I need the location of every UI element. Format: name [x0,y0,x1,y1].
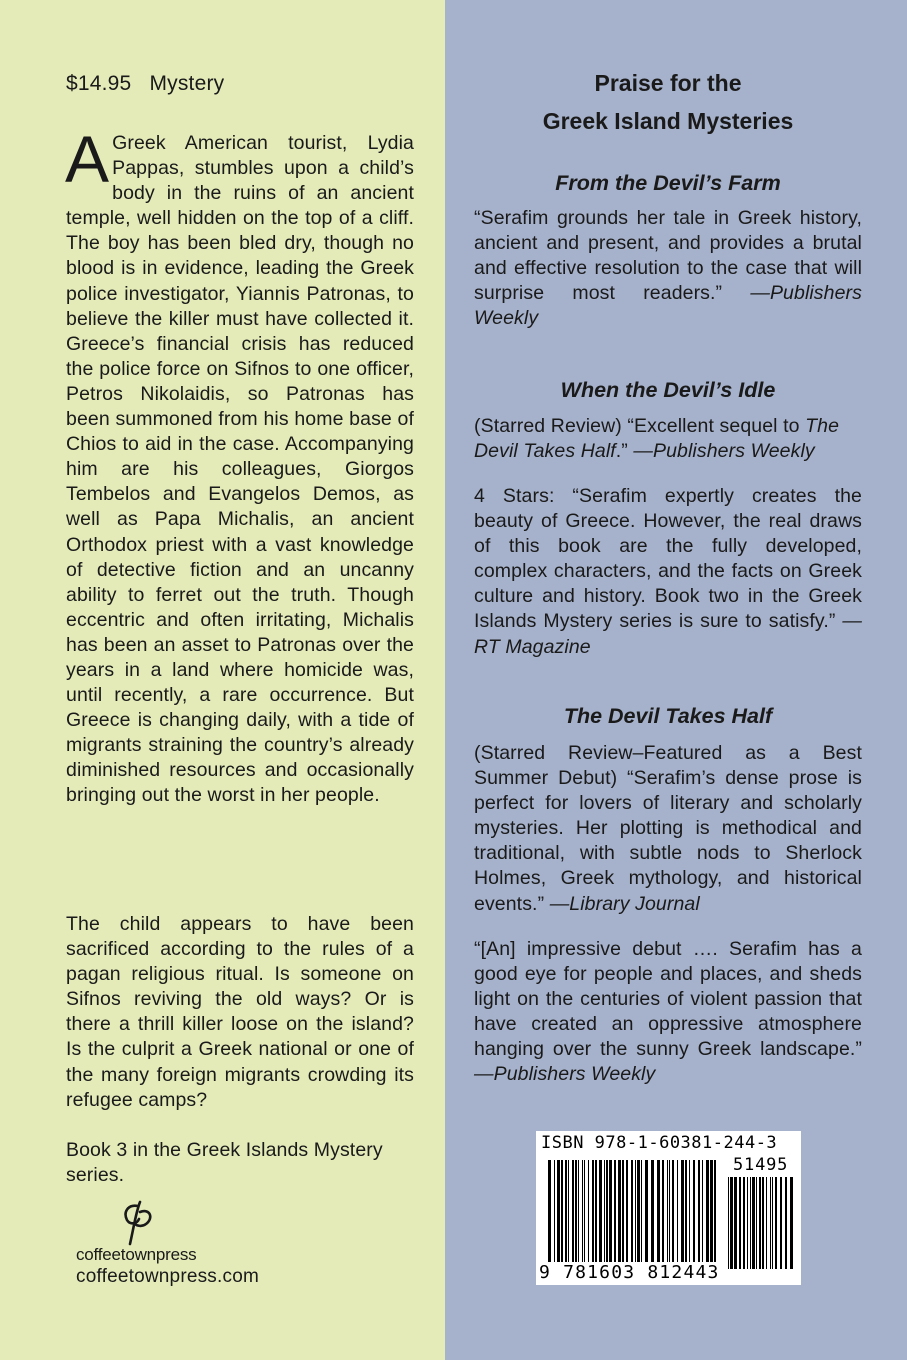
barcode-bar [662,1160,664,1270]
synopsis-text-1: Greek American tourist, Lydia Pappas, stumbles upon a child’s body in the ruins of an ancient temple, well hidden on the top of a cliff. The boy has been bled dry, though no blood is in evidence, leading the Greek police investigator, Yiannis Patronas, to believe the killer must have collected it. Greece’s financial crisis has reduced the police force on Sifnos to one officer, Petros Nikolaidis, so Patronas has been summoned from his home base of Chios to aid in the case. Accompanying him are his colleagues, Giorgos Tembelos and Evangelos Demos, as well as Papa Michalis, an ancient Orthodox priest with a vast knowledge of detective fiction and an uncanny ability to ferret out the truth. Though eccentric and often irritating, Michalis has been an asset to Patronas over the years in a land where homicide was, until recently, a rare occurrence. But Greece is changing daily, with a tide of migrants straining the country’s already diminished resources and occasionally bringing out the worst in her people. [66,132,414,807]
barcode-bar [561,1160,563,1270]
barcode-bar [637,1160,640,1270]
drop-cap: A [65,122,110,196]
barcode-bar [693,1160,695,1270]
barcode-bar [667,1160,668,1270]
review-quote: “[An] impressive debut …. Serafim has a good eye for people and places, and sheds light on the centuries of violent passion that have created an oppressive atmosphere hanging over the sunny Greek landscape.” [474,938,862,1061]
barcode-bar [714,1160,716,1270]
barcode-bar [747,1177,748,1269]
review-source: —RT Magazine [474,610,862,658]
series-note: Book 3 in the Greek Islands Mystery series. [66,1139,383,1187]
barcode-bar [689,1160,690,1270]
barcode-bar [702,1160,703,1270]
price-genre-line [66,72,224,96]
barcode-bar [790,1177,793,1269]
ean-digits: 9 781603 812443 [539,1262,720,1283]
review-devil-takes-half-pw [474,937,862,1088]
barcode-bar [672,1160,674,1270]
barcode-bar [645,1160,648,1270]
barcode-bar [578,1160,579,1270]
barcode-bar [710,1160,713,1270]
barcode-bar [766,1177,767,1269]
barcode-bar [557,1160,560,1270]
barcode-bar [575,1160,577,1270]
barcode-bar [669,1160,670,1270]
review-quote: 4 Stars: “Serafim expertly creates the beauty of Greece. However, the real draws of this book are the fully developed, complex characters, and the facts on Greek culture and history. Book two in the Greek Islands Mystery series is sure to satisfy.” [474,485,862,633]
barcode-bar [584,1160,585,1270]
barcode-bar [780,1177,782,1269]
barcode-bar [548,1160,551,1270]
barcode-bar [657,1160,660,1270]
review-source: —Publishers Weekly [474,1063,656,1086]
barcode-bar [565,1160,567,1270]
praise-heading [474,64,862,140]
synopsis-paragraph-2: The child appears to have been sacrificed according to the rules of a pagan religious ritual. Is someone on Sifnos reviving the old ways? Or is there a thrill killer loose on the island? Is the culprit a Greek national or one of the many foreign migrants crowding its refugee camps? [66,913,414,1111]
review-cited-title: The Devil Takes Half [474,415,840,463]
barcode-bar [626,1160,628,1270]
barcode-bar [572,1160,574,1270]
genre: Mystery [149,72,225,95]
price: $14.95 [66,72,132,95]
barcode-bar [770,1177,771,1269]
barcode-bar [785,1177,787,1269]
barcode-bar [677,1160,678,1270]
barcode-bar [609,1160,612,1270]
praise-heading-line-2: Greek Island Mysteries [542,108,794,134]
barcode-bar [595,1160,597,1270]
review-devils-farm [474,206,862,331]
barcode-bar [734,1177,737,1269]
barcode-bar [750,1177,751,1269]
barcode-bar [728,1177,729,1269]
barcode-bar [599,1160,602,1270]
publisher-name: coffeetownpress [76,1245,197,1264]
isbn-text: ISBN 978-1-60381-244-3 [541,1133,778,1153]
barcode-bar [618,1160,621,1270]
barcode-bar [635,1160,636,1270]
barcode-bar [592,1160,594,1270]
barcode-bar [762,1177,764,1269]
barcode-bar [622,1160,624,1270]
barcode-bar [588,1160,589,1270]
barcode-bar [604,1160,605,1270]
publisher-logo-icon [118,1198,158,1248]
review-quote: (Starred Review–Featured as a Best Summer Debut) “Serafim’s dense prose is perfect for lovers of literary and scholarly mysteries. Her plotting is methodical and traditional, with subtle nods to Sherlock Holmes, Greek mythology, and historical events.” [474,742,862,915]
barcode-bar [739,1177,741,1269]
barcode-bar [698,1160,700,1270]
praise-heading-line-1: Praise for the [594,70,742,96]
barcode-bar [775,1177,777,1269]
barcode-bar [743,1177,745,1269]
review-quote: “Serafim grounds her tale in Greek history, ancient and present, and provides a brutal and effective resolution to the case that will surprise most readers.” [474,207,862,305]
publisher-url: coffeetownpress.com [76,1266,259,1287]
barcode-bar [681,1160,684,1270]
review-source: —Publishers Weekly [474,282,862,330]
synopsis-paragraph-1 [65,122,414,809]
review-quote-end: .” [615,440,634,463]
barcode-bar [641,1160,642,1270]
book-title-devils-farm: From the Devil’s Farm [555,171,781,195]
barcode-bar [582,1160,583,1270]
barcode-bar [730,1177,733,1269]
barcode-bar [685,1160,687,1270]
barcode-bar [756,1177,757,1269]
review-source: —Library Journal [549,892,700,915]
barcode-bar [631,1160,633,1270]
price-code: 51495 [733,1155,789,1175]
barcode-bar [614,1160,616,1270]
review-source: —Publishers Weekly [633,440,815,463]
barcode-addon-bars-icon [728,1177,794,1269]
barcode-bar [568,1160,569,1270]
barcode-bar [759,1177,761,1269]
review-quote: (Starred Review) “Excellent sequel to [474,415,806,437]
review-devils-idle-starred [474,414,862,464]
review-devils-idle-rt [474,484,862,660]
barcode-bars-icon [548,1160,718,1270]
barcode-bar [651,1160,654,1270]
barcode-bar [706,1160,709,1270]
barcode-bar [554,1160,555,1270]
barcode-bar [772,1177,773,1269]
barcode-bar [606,1160,608,1270]
book-title-devil-takes-half: The Devil Takes Half [563,704,773,728]
book-title-devils-idle: When the Devil’s Idle [560,378,776,402]
barcode-bar [752,1177,755,1269]
review-devil-takes-half-lj [474,741,862,917]
